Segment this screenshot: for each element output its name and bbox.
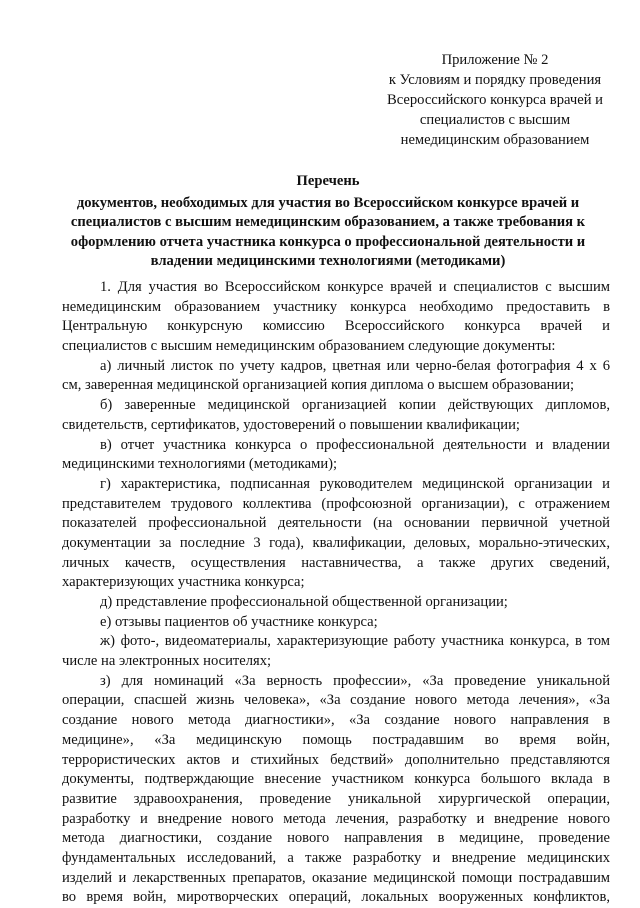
body-line: а) личный листок по учету кадров, цветная или черно-белая фотография 4 х 6 (100, 357, 610, 374)
title-heading: Перечень (296, 173, 360, 189)
body-line: д) представление профессиональной общественной организации; (100, 594, 508, 610)
body-line: числе на электронных носителях; (62, 653, 272, 670)
body-line: развитие здравоохранения, проведение уникальной хирургической операции, (62, 790, 610, 807)
body-line: документы, подтверждающие внесение участником конкурса большого вклада в (62, 771, 610, 788)
title-line: владении медицинскими технологиями (методиками) (150, 253, 506, 269)
body-line: метода диагностики, создание нового направления в медицине, проведение (62, 830, 610, 847)
body-line: см, заверенная медицинской организацией копия диплома о высшем образовании; (62, 377, 575, 394)
body-line: медицинскими технологиями (методиками); (62, 456, 338, 473)
appendix-line: немедицинским образованием (400, 132, 590, 148)
appendix-header (370, 50, 620, 150)
body-line: создание нового метода диагностики», «За создание нового направления в (62, 712, 610, 729)
body-line: ж) фото-, видеоматериалы, характеризующие работу участника конкурса, в том (100, 633, 610, 650)
body-line: медицине», «За медицинскую помощь пострадавшим во время войн, (62, 731, 610, 748)
title-line: оформлению отчета участника конкурса о профессиональной деятельности и (70, 233, 586, 250)
body-line: представителем трудового коллектива (профсоюзной организации), с отражением (62, 495, 610, 512)
title-line: специалистов с высшим немедицинским образованием, а также требования к (70, 214, 586, 230)
body-line: б) заверенные медицинской организацией копии действующих дипломов, (100, 397, 610, 414)
appendix-line: Приложение № 2 (441, 52, 549, 68)
body-line: личных качеств, осуществления наставничества, а также других сведений, (62, 554, 610, 571)
body-line: г) характеристика, подписанная руководителем медицинской организации и (100, 475, 610, 492)
body-line: свидетельств, сертификатов, удостоверений о повышении квалификации; (62, 416, 520, 433)
title-line: документов, необходимых для участия во Всероссийском конкурсе врачей и (76, 194, 580, 211)
body-line: 1. Для участия во Всероссийском конкурсе врачей и специалистов с высшим (100, 279, 610, 295)
body-line: фундаментальных исследований, а также разработку и внедрение медицинских (62, 849, 610, 866)
body-line: документации за последние 3 года), квалификации, деловых, морально-этических, (62, 534, 610, 551)
appendix-line: специалистов с высшим (419, 112, 571, 128)
body-line: террористических актов и стихийных бедствий» дополнительно представляются (62, 751, 610, 768)
appendix-line: к Условиям и порядку проведения (388, 72, 602, 88)
body-line: немедицинским образованием участнику конкурса необходимо предоставить в (62, 298, 610, 315)
body-line: з) для номинаций «За верность профессии», «За проведение уникальной (100, 672, 610, 689)
body-line: операции, спасшей жизнь человека», «За создание нового метода лечения», «За (62, 692, 610, 709)
document-body (62, 278, 610, 908)
body-line: характеризующих участника конкурса; (62, 574, 305, 591)
body-line: специалистов с высшим немедицинским образованием следующие документы: (62, 338, 556, 355)
body-line: во время войн, миротворческих операций, локальных вооруженных конфликтов, (62, 889, 610, 906)
body-line: в) отчет участника конкурса о профессиональной деятельности и владении (100, 436, 610, 453)
body-line: разработку и внедрение нового метода лечения, разработку и внедрение нового (62, 810, 610, 827)
body-line: е) отзывы пациентов об участнике конкурса; (100, 613, 378, 630)
body-line: Центральную конкурсную комиссию Всероссийского конкурса врачей и (62, 318, 610, 335)
appendix-line: Всероссийского конкурса врачей и (387, 92, 603, 108)
body-line: показателей профессиональной деятельности (на основании первичной учетной (62, 515, 610, 532)
body-line: изделий и лекарственных препаратов, оказание медицинской помощи пострадавшим (62, 869, 610, 886)
document-title (48, 172, 608, 272)
